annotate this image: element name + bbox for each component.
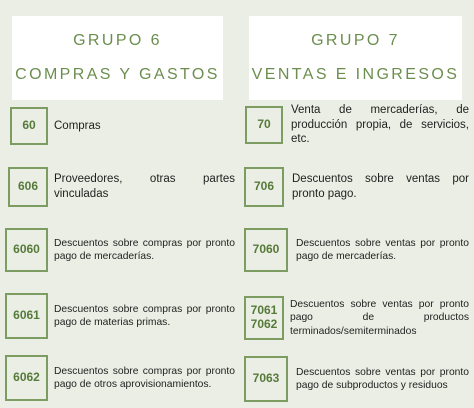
group-6-header: [12, 16, 223, 100]
account-row-6062: [5, 355, 235, 401]
account-code: 6060: [5, 228, 48, 272]
account-description: Descuentos sobre compras por pronto pago de otros aprovisionamientos.: [54, 365, 235, 390]
account-row-706: [244, 167, 469, 207]
account-description: Descuentos sobre ventas por pronto pago de subproductos y residuos: [296, 366, 469, 391]
account-row-70: [245, 100, 469, 150]
account-code: 6061: [5, 293, 48, 339]
group-6-subtitle: COMPRAS Y GASTOS: [15, 66, 220, 83]
account-description: Venta de mercaderías, de producción propia, de servicios, etc.: [291, 103, 469, 146]
group-7-header: [249, 16, 462, 100]
account-code: 60: [10, 107, 48, 145]
account-code: 70: [245, 106, 283, 144]
account-row-6061: [5, 293, 235, 339]
group-7-title: GRUPO 7: [311, 32, 400, 49]
account-code: 7060: [244, 228, 288, 272]
account-code: 7061 7062: [244, 296, 284, 340]
account-code: 606: [8, 167, 48, 207]
account-row-60: [10, 107, 235, 145]
account-code: 706: [244, 167, 284, 207]
account-description: Compras: [54, 119, 101, 132]
account-row-606: [8, 167, 235, 207]
group-7-subtitle: VENTAS E INGRESOS: [251, 66, 460, 83]
account-row-7060: [244, 228, 469, 272]
account-description: Descuentos sobre compras por pronto pago de materias primas.: [54, 303, 235, 328]
account-code: 7063: [244, 356, 288, 402]
account-code: 6062: [5, 355, 48, 401]
account-row-7061-7062: [244, 293, 469, 343]
account-row-6060: [5, 228, 235, 272]
account-description: Descuentos sobre ventas por pronto pago de mercaderías.: [296, 237, 469, 262]
account-description: Descuentos sobre compras por pronto pago de mercaderías.: [54, 237, 235, 262]
group-6-title: GRUPO 6: [73, 32, 162, 49]
account-description: Descuentos sobre ventas por pronto pago de productos terminados/semiterminados: [290, 298, 469, 337]
account-row-7063: [244, 355, 469, 403]
account-description: Descuentos sobre ventas por pronto pago.: [292, 173, 469, 200]
account-description: Proveedores, otras partes vinculadas: [54, 173, 235, 200]
